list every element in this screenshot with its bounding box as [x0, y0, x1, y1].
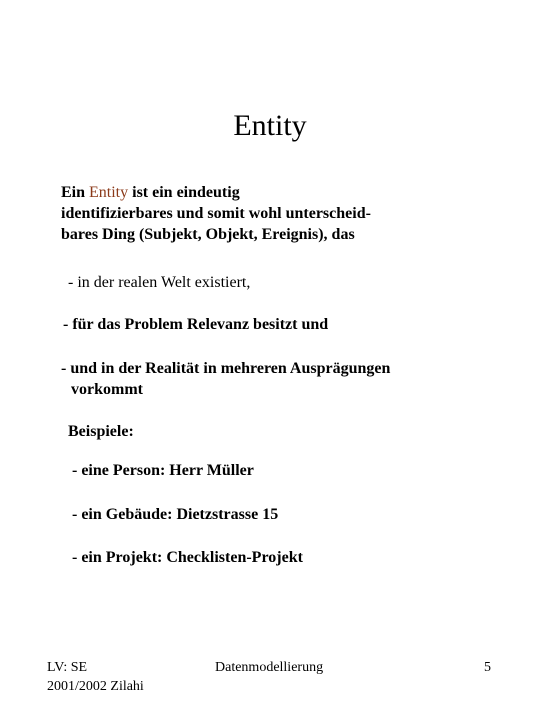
- footer-term-author: 2001/2002 Zilahi: [47, 679, 144, 694]
- footer-course: LV: SE: [47, 660, 88, 675]
- bullet-occurrences-continuation: vorkommt: [71, 381, 143, 398]
- intro-paragraph: [61, 182, 371, 245]
- example-project-text: - ein Projekt: Checklisten-Projekt: [72, 549, 303, 566]
- example-person-text: - eine Person: Herr Müller: [72, 462, 254, 479]
- footer-course-info: [47, 658, 144, 696]
- example-project: [72, 547, 303, 568]
- bullet-real-world: [68, 272, 250, 293]
- example-person: [72, 460, 254, 481]
- examples-heading: [68, 421, 134, 442]
- slide-title: [0, 108, 540, 144]
- example-building-text: - ein Gebäude: Dietzstrasse 15: [72, 506, 279, 523]
- intro-suffix: ist ein eindeutig: [128, 184, 240, 201]
- footer-page-number: [484, 658, 491, 677]
- bullet-real-world-text: - in der realen Welt existiert,: [68, 274, 251, 291]
- bullet-occurrences-text: - und in der Realität in mehreren Ausprägungen: [61, 360, 391, 377]
- footer-topic-text: Datenmodellierung: [215, 660, 324, 675]
- intro-highlight-entity: Entity: [89, 184, 129, 201]
- slide-title-text: Entity: [233, 109, 307, 142]
- examples-heading-text: Beispiele:: [68, 423, 134, 440]
- bullet-relevance-text: - für das Problem Relevanz besitzt und: [63, 316, 329, 333]
- example-building: [72, 504, 278, 525]
- bullet-occurrences: [61, 358, 390, 400]
- footer-page-number-text: 5: [484, 660, 491, 675]
- footer-topic: [215, 658, 323, 677]
- intro-prefix: Ein: [61, 184, 90, 201]
- bullet-relevance: [63, 314, 328, 335]
- intro-line-3: bares Ding (Subjekt, Objekt, Ereignis), das: [61, 226, 355, 243]
- intro-line-2: identifizierbares und somit wohl unterscheid-: [61, 205, 371, 222]
